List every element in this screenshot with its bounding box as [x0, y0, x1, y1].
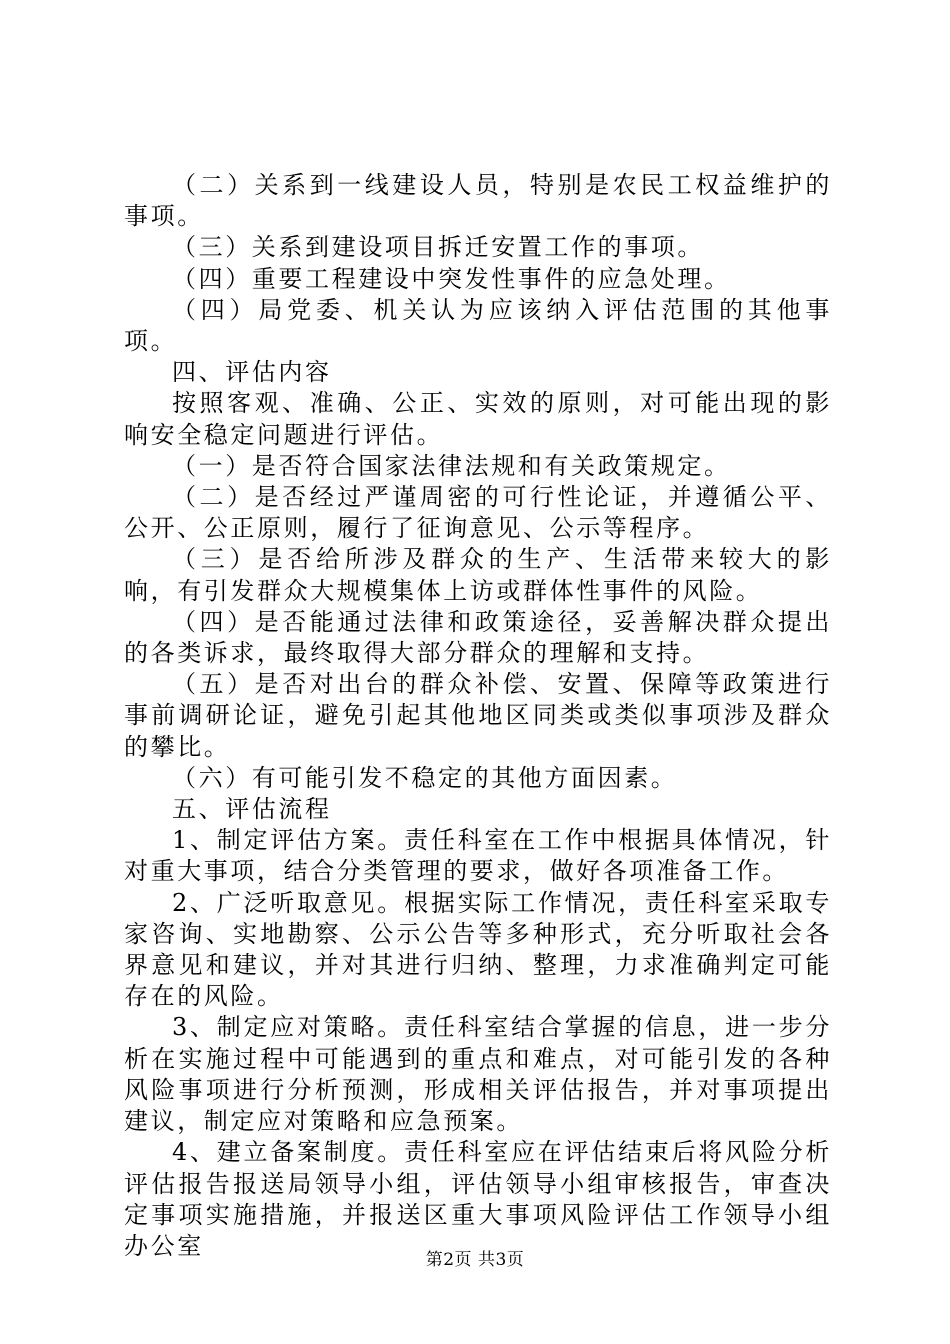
paragraph-process-2: 2、广泛听取意见。根据实际工作情况，责任科室采取专家咨询、实地勘察、公示公告等多种形式，充分听取社会各界意见和建议，并对其进行归纳、整理，力求准确判定可能存在的风险。 [124, 888, 832, 1011]
paragraph-item-4b-scope: （四）局党委、机关认为应该纳入评估范围的其他事项。 [124, 295, 832, 356]
paragraph-process-3: 3、制定应对策略。责任科室结合掌握的信息，进一步分析在实施过程中可能遇到的重点和难点，对可能引发的各种风险事项进行分析预测，形成相关评估报告，并对事项提出建议，制定应对策略和应急预案。 [124, 1013, 832, 1136]
paragraph-content-intro: 按照客观、准确、公正、实效的原则，对可能出现的影响安全稳定问题进行评估。 [124, 389, 832, 449]
paragraph-item-3-scope: （三）关系到建设项目拆迁安置工作的事项。 [172, 233, 704, 262]
paragraph-content-6: （六）有可能引发不稳定的其他方面因素。 [172, 763, 678, 792]
paragraph-content-2: （二）是否经过严谨周密的可行性论证，并遵循公平、公开、公正原则，履行了征询意见、公示等程序。 [124, 483, 832, 543]
paragraph-content-3: （三）是否给所涉及群众的生产、生活带来较大的影响，有引发群众大规模集体上访或群体性事件的风险。 [124, 545, 832, 605]
paragraph-item-2-scope: （二）关系到一线建设人员，特别是农民工权益维护的事项。 [124, 171, 832, 231]
section-heading-4: 四、评估内容 [172, 358, 332, 387]
paragraph-content-4: （四）是否能通过法律和政策途径，妥善解决群众提出的各类诉求，最终取得大部分群众的理解和支持。 [124, 607, 832, 668]
paragraph-content-1: （一）是否符合国家法律法规和有关政策规定。 [172, 451, 731, 480]
section-heading-5: 五、评估流程 [172, 795, 332, 824]
paragraph-content-5: （五）是否对出台的群众补偿、安置、保障等政策进行事前调研论证，避免引起其他地区同类或类似事项涉及群众的攀比。 [124, 670, 832, 761]
document-body [124, 170, 832, 1262]
page-number-footer: 第2页 共3页 [425, 1250, 525, 1270]
paragraph-process-4: 4、建立备案制度。责任科室应在评估结束后将风险分析评估报告报送局领导小组，评估领导小组审核报告，审查决定事项实施措施，并报送区重大事项风险评估工作领导小组办公室 [124, 1138, 832, 1260]
paragraph-process-1: 1、制定评估方案。责任科室在工作中根据具体情况，针对重大事项，结合分类管理的要求，做好各项准备工作。 [124, 826, 832, 886]
paragraph-item-4-scope: （四）重要工程建设中突发性事件的应急处理。 [172, 264, 731, 293]
